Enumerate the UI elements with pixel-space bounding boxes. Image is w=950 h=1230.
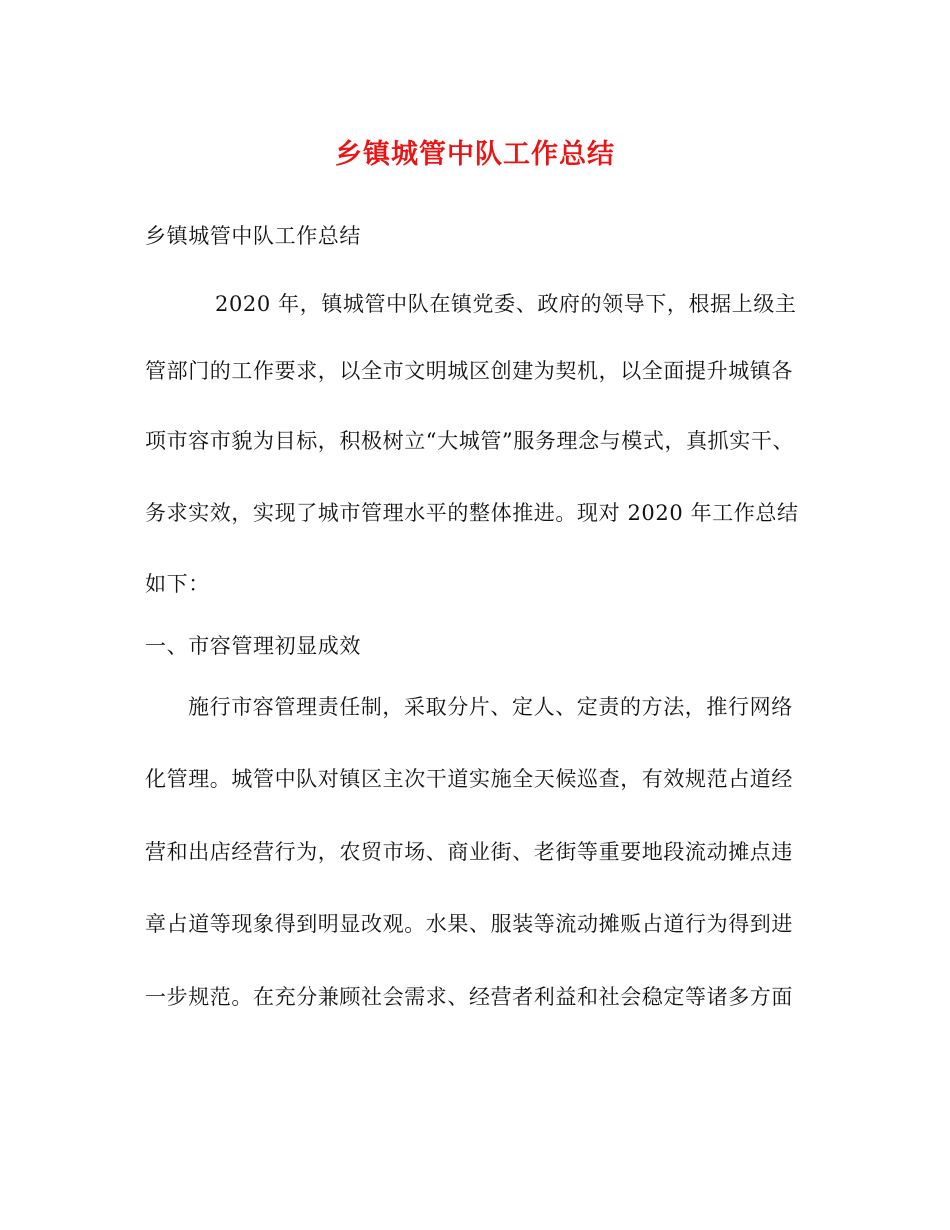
paragraph-line: 化管理。城管中队对镇区主次干道实施全天候巡查，有效规范占道经 [145,767,793,791]
paragraph-line: 管部门的工作要求，以全市文明城区创建为契机，以全面提升城镇各 [145,359,793,383]
paragraph-line: 2020 年，镇城管中队在镇党委、政府的领导下，根据上级主 [215,292,797,316]
paragraph-line: 如下： [145,572,210,596]
paragraph-line: 营和出店经营行为，农贸市场、商业街、老街等重要地段流动摊点违 [145,840,793,864]
section-heading: 一、市容管理初显成效 [145,634,361,658]
paragraph-line: 一步规范。在充分兼顾社会需求、经营者利益和社会稳定等诸多方面 [145,985,793,1009]
paragraph-line: 施行市容管理责任制，采取分片、定人、定责的方法，推行网络 [188,695,793,719]
document-subtitle: 乡镇城管中队工作总结 [145,224,361,248]
paragraph-line: 务求实效，实现了城市管理水平的整体推进。现对 2020 年工作总结 [145,501,799,525]
paragraph-line: 章占道等现象得到明显改观。水果、服装等流动摊贩占道行为得到进 [145,912,793,936]
document-title: 乡镇城管中队工作总结 [335,139,615,170]
paragraph-line: 项市容市貌为目标，积极树立“大城管”服务理念与模式，真抓实干、 [145,429,795,453]
